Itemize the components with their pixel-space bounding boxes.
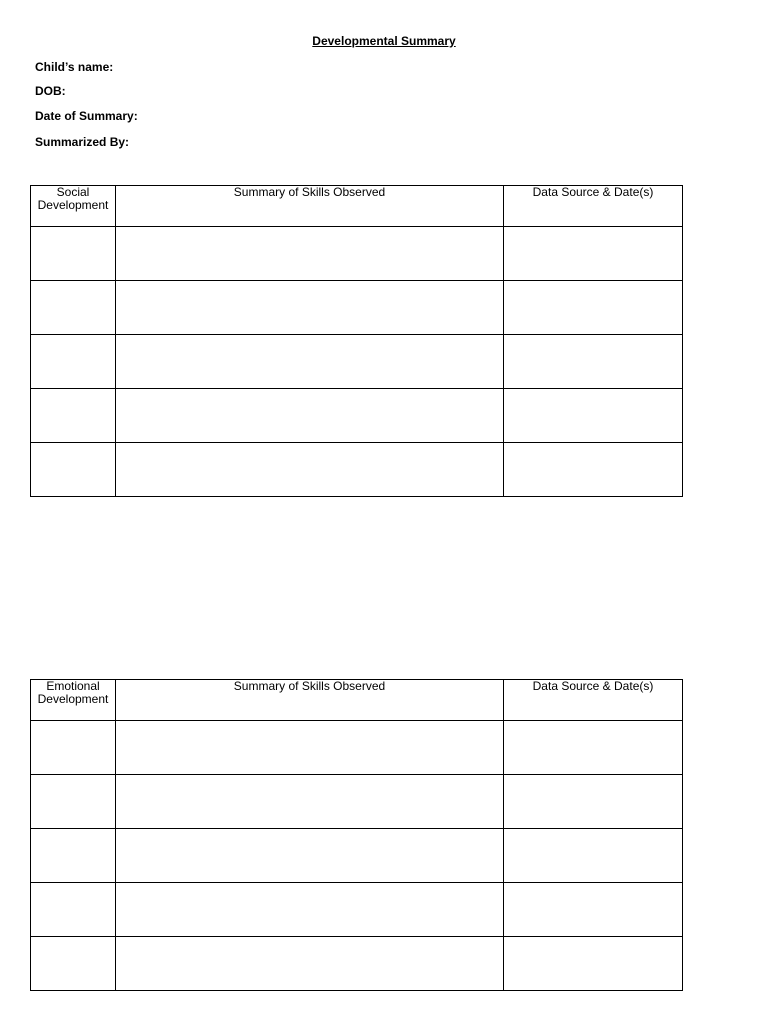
table-header-row bbox=[31, 680, 683, 721]
domain-cell[interactable] bbox=[31, 281, 116, 335]
source-header-cell bbox=[504, 680, 683, 721]
summary-cell[interactable] bbox=[116, 389, 504, 443]
table-row bbox=[31, 281, 683, 335]
source-cell[interactable] bbox=[504, 281, 683, 335]
domain-header-cell bbox=[31, 680, 116, 721]
date-of-summary-label: Date of Summary: bbox=[35, 109, 138, 123]
table-row bbox=[31, 775, 683, 829]
summary-cell[interactable] bbox=[116, 937, 504, 991]
emotional-development-header: Emotional Development bbox=[37, 679, 109, 706]
source-cell[interactable] bbox=[504, 883, 683, 937]
domain-cell[interactable] bbox=[31, 443, 116, 497]
page-title: Developmental Summary bbox=[312, 34, 456, 48]
data-source-header: Data Source & Date(s) bbox=[532, 185, 654, 199]
summary-cell[interactable] bbox=[116, 443, 504, 497]
table-row bbox=[31, 335, 683, 389]
source-header-cell bbox=[504, 186, 683, 227]
domain-header-cell bbox=[31, 186, 116, 227]
domain-cell[interactable] bbox=[31, 829, 116, 883]
domain-cell[interactable] bbox=[31, 937, 116, 991]
table-header-row bbox=[31, 186, 683, 227]
summary-cell[interactable] bbox=[116, 227, 504, 281]
summary-cell[interactable] bbox=[116, 721, 504, 775]
summary-header-cell bbox=[116, 680, 504, 721]
domain-cell[interactable] bbox=[31, 721, 116, 775]
social-development-header: Social Development bbox=[37, 185, 109, 212]
summarized-by-label: Summarized By: bbox=[35, 135, 130, 149]
table-row bbox=[31, 883, 683, 937]
table-row bbox=[31, 829, 683, 883]
summary-cell[interactable] bbox=[116, 883, 504, 937]
source-cell[interactable] bbox=[504, 389, 683, 443]
source-cell[interactable] bbox=[504, 227, 683, 281]
source-cell[interactable] bbox=[504, 775, 683, 829]
summary-of-skills-header: Summary of Skills Observed bbox=[233, 679, 386, 693]
social-development-table bbox=[30, 185, 683, 497]
domain-cell[interactable] bbox=[31, 389, 116, 443]
domain-cell[interactable] bbox=[31, 227, 116, 281]
domain-cell[interactable] bbox=[31, 883, 116, 937]
domain-cell[interactable] bbox=[31, 775, 116, 829]
table-row bbox=[31, 443, 683, 497]
domain-cell[interactable] bbox=[31, 335, 116, 389]
summary-header-cell bbox=[116, 186, 504, 227]
table-row bbox=[31, 937, 683, 991]
table-row bbox=[31, 721, 683, 775]
source-cell[interactable] bbox=[504, 443, 683, 497]
summary-cell[interactable] bbox=[116, 335, 504, 389]
summary-cell[interactable] bbox=[116, 775, 504, 829]
summary-of-skills-header: Summary of Skills Observed bbox=[233, 185, 386, 199]
emotional-development-table bbox=[30, 679, 683, 991]
table-row bbox=[31, 227, 683, 281]
source-cell[interactable] bbox=[504, 721, 683, 775]
source-cell[interactable] bbox=[504, 937, 683, 991]
table-row bbox=[31, 389, 683, 443]
source-cell[interactable] bbox=[504, 829, 683, 883]
source-cell[interactable] bbox=[504, 335, 683, 389]
summary-cell[interactable] bbox=[116, 281, 504, 335]
summary-cell[interactable] bbox=[116, 829, 504, 883]
data-source-header: Data Source & Date(s) bbox=[532, 679, 654, 693]
child-name-label: Child’s name: bbox=[35, 60, 114, 74]
dob-label: DOB: bbox=[35, 84, 66, 98]
